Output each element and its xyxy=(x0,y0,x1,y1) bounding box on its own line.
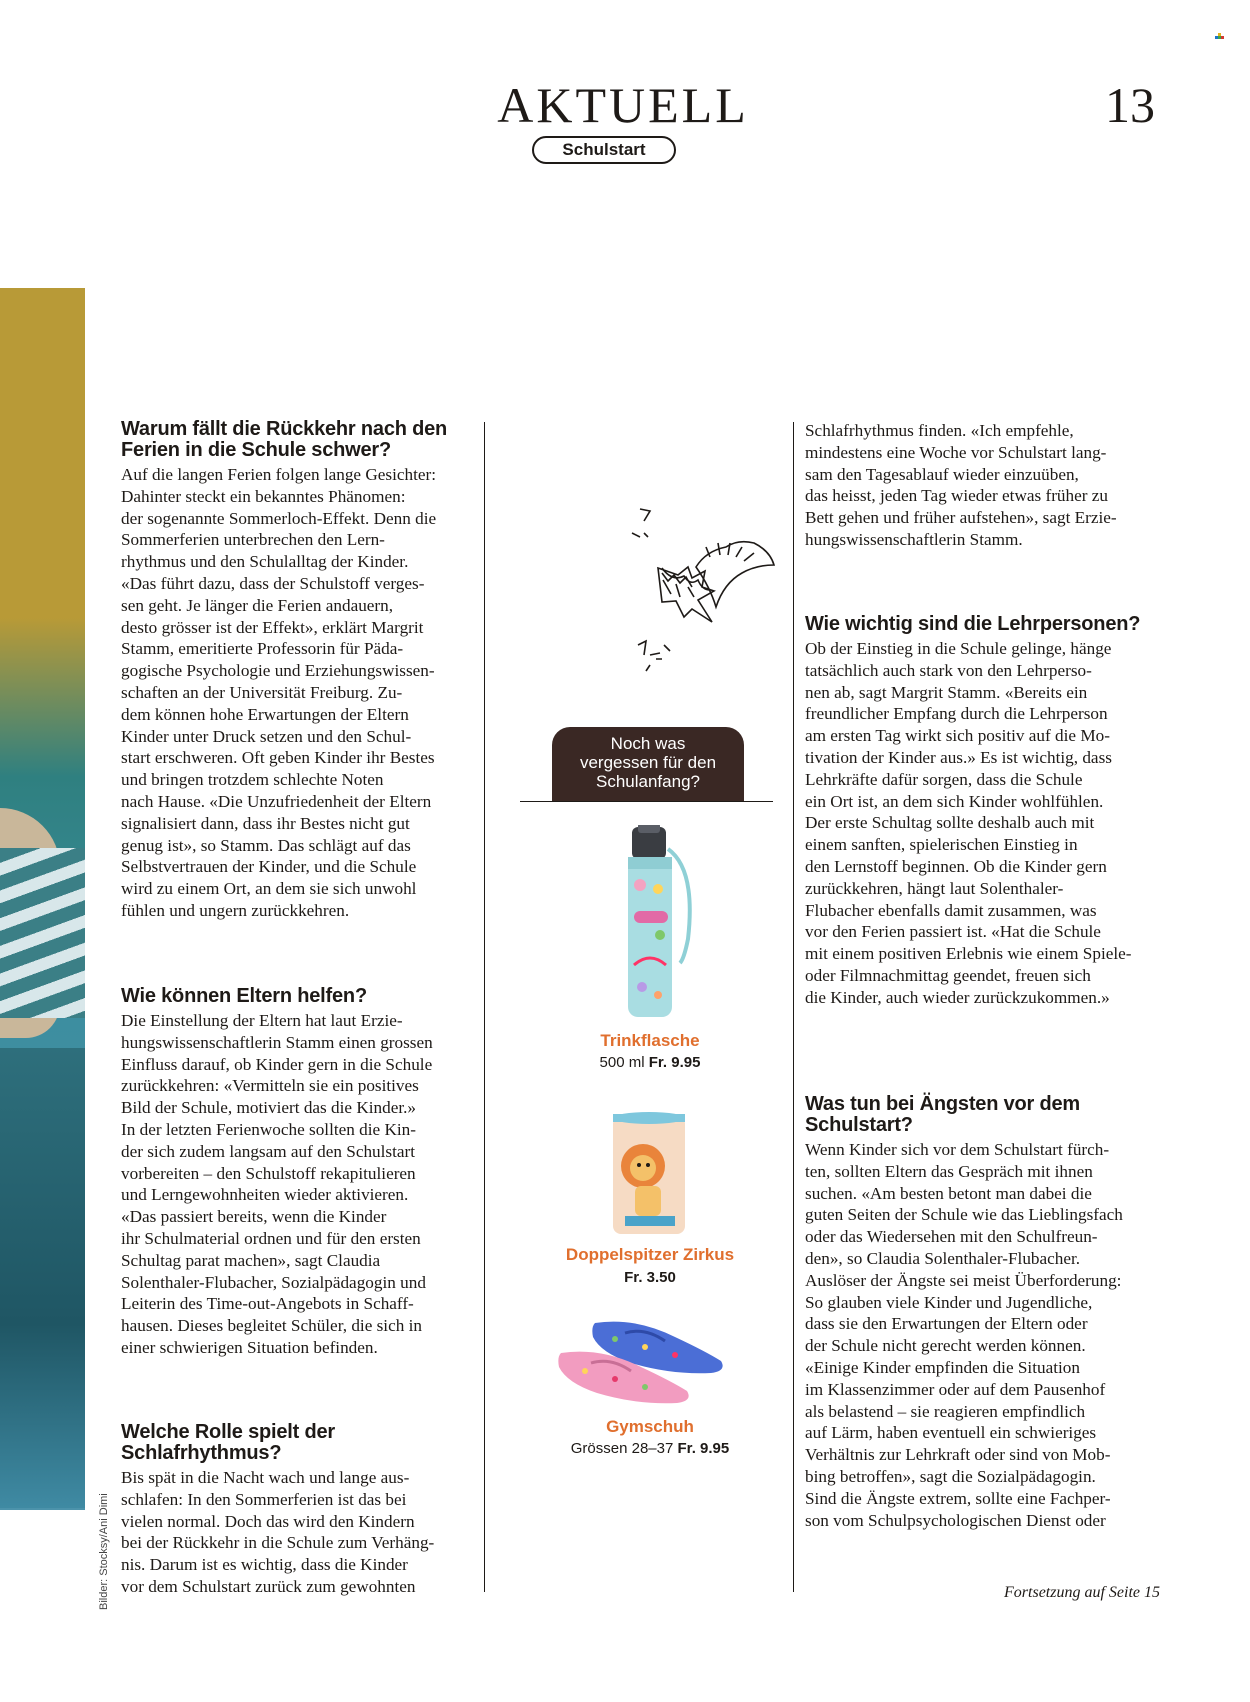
section-title: AKTUELL xyxy=(497,77,749,133)
article-column-1 xyxy=(121,419,481,922)
cover-photo xyxy=(0,288,85,1510)
answer-text: Auf die langen Ferien folgen lange Gesichter: Dahinter steckt ein bekanntes Phänomen: der sogenannte Sommerloch-Effekt. Denn die Sommerferien unterbrechen den Lern- rhythmus und den Schulalltag der Kinder. «Das führt dazu, dass der Schulstoff verges- sen geht. Je länger die Ferien andauern, desto grösser ist der Effekt», erklärt Margrit Stamm, emeritierte Professorin für Päda- gogische Psychologie und Erziehungswissen- schaften an der Universität Freiburg. Zu- dem können hohe Erwartungen der Eltern Kinder unter Druck setzen und den Schul- start erschweren. Oft geben Kinder ihr Bestes und bringen trotzdem schlechte Noten nach Hause. «Die Unzufriedenheit der Eltern signalisiert dann, dass ihr Bestes nicht gut genug ist», so Stamm. Das schlägt auf das Selbstvertrauen der Kinder, und die Schule wird zu einem Ort, an dem sie sich unwohl fühlen und ungern zurückkehren. xyxy=(121,465,437,920)
product-name: Gymschuh xyxy=(606,1417,694,1436)
article-column-3c xyxy=(805,1094,1175,1531)
question-heading: Warum fällt die Rückkehr nach den Ferien in die Schule schwer? xyxy=(121,418,448,461)
pencil-shavings-illustration xyxy=(580,505,780,675)
water-bottle-image xyxy=(610,825,700,1025)
answer-text: Wenn Kinder sich vor dem Schulstart fürch- ten, sollten Eltern das Gespräch mit ihnen suchen. «Am besten betont man dabei die guten Seiten der Schule wie das Lieblingsfach oder das Wiedersehen mit den Schulfreun- den», so Claudia Solenthaler-Flubacher. Auslöser der Ängste sei meist Überforderung: So glauben viele Kinder und Jugendliche, dass sie den Erwartungen der Eltern oder der Schule nicht gerecht werden können. «Einige Kinder empfinden die Situation im Klassenzimmer oder auf dem Pausenhof als belastend – sie reagieren empfindlich auf Lärm, haben eventuell ein schwieriges Verhältnis zur Lehrkraft oder sind von Mob- bing betroffen», sagt die Sozialpädagogin. Sind die Ängste extrem, sollte eine Fachper- son vom Schulpsychologischen Dienst oder xyxy=(805,1140,1123,1530)
continuation-note[interactable]: Fortsetzung auf Seite 15 xyxy=(1004,1584,1160,1601)
article-column-3 xyxy=(805,420,1175,551)
qa-block-fears xyxy=(805,1094,1175,1531)
photo-credit: Bilder: Stocksy/Ani Dimi xyxy=(98,1493,110,1610)
column-rule xyxy=(793,422,794,1592)
article-column-1b xyxy=(121,986,481,1359)
topic-tag: Schulstart xyxy=(532,136,676,164)
color-marks-icon xyxy=(1215,33,1225,43)
question-heading: Wie können Eltern helfen? xyxy=(121,985,367,1007)
qa-block-parents xyxy=(121,986,481,1359)
promo-header: Noch was vergessen für den Schulanfang? xyxy=(552,727,744,801)
article-column-1c xyxy=(121,1422,481,1598)
article-column-3b xyxy=(805,614,1175,1009)
answer-text: Bis spät in die Nacht wach und lange aus- schlafen: In den Sommerferien ist das bei vielen normal. Doch das wird den Kindern bei der Rückkehr in die Schule zum Verhäng- nis. Darum ist es wichtig, dass die Kinder vor dem Schulstart zurück zum gewohnten xyxy=(121,1468,435,1596)
answer-text: Die Einstellung der Eltern hat laut Erzie- hungswissenschaftlerin Stamm einen grossen Einfluss darauf, ob Kinder gern in die Schule zurückkehren: «Vermitteln sie ein positives Bild der Schule, motiviert das die Kinder.» In der letzten Ferienwoche sollten die Kin- der sich zudem langsam auf den Schulstart vorbereiten – den Schulstoff rekapitulieren und Lerngewohnheiten wieder aktivieren. «Das passiert bereits, wenn die Kinder ihr Schulmaterial ordnen und für den ersten Schultag parat machen», sagt Claudia Solenthaler-Flubacher, Sozialpädagogin und Leiterin des Time-out-Angebots in Schaff- hausen. Dieses begleitet Schüler, die sich in einer schwierigen Situation befinden. xyxy=(121,1011,433,1357)
qa-block-teachers xyxy=(805,614,1175,1009)
product-price: 500 ml Fr. 9.95 xyxy=(599,1054,701,1071)
answer-text: Ob der Einstieg in die Schule gelinge, hänge tatsächlich auch stark von den Lehrperso- nen ab, sagt Margrit Stamm. «Bereits ein freundlicher Empfang durch die Lehrperson am ersten Tag wirkt sich positiv auf die Mo- tivation der Kinder aus.» Es ist wichtig, dass Lehrkräfte dafür sorgen, dass die Schule ein Ort ist, an dem sich Kinder wohlfühlen. Der erste Schultag sollte deshalb auch mit einem sanften, spielerischen Einstieg in den Lernstoff beginnen. Ob die Kinder gern zurückkehren, hängt laut Solenthaler- Flubacher ebenfalls damit zusammen, was vor den Ferien passiert ist. «Hat die Schule mit einem positiven Erlebnis wie einem Spiele- oder Filmnachmittag geendet, freuen sich die Kinder, auch wieder zurückzukommen.» xyxy=(805,639,1132,1007)
question-heading: Was tun bei Ängsten vor dem Schulstart? xyxy=(805,1093,1081,1136)
column-rule xyxy=(484,422,485,1592)
qa-block-return xyxy=(121,419,481,922)
page-number: 13 xyxy=(1105,77,1155,133)
product-name: Doppelspitzer Zirkus xyxy=(565,1245,735,1264)
question-heading: Welche Rolle spielt der Schlafrhythmus? xyxy=(121,1421,335,1464)
answer-text: Schlafrhythmus finden. «Ich empfehle, mindestens eine Woche vor Schulstart lang- sam den Tagesablauf wieder einzuüben, das heisst, jeden Tag wieder etwas früher zu Bett gehen und früher aufstehen», sagt Erzie- hungswissenschaftlerin Stamm. xyxy=(805,421,1117,549)
product-price: Grössen 28–37 Fr. 9.95 xyxy=(570,1440,730,1457)
question-heading: Wie wichtig sind die Lehrpersonen? xyxy=(805,613,1141,635)
qa-block-sleep xyxy=(121,1422,481,1598)
sharpener-image xyxy=(605,1110,695,1240)
product-price: Fr. 3.50 xyxy=(624,1269,676,1286)
product-name: Trinkflasche xyxy=(600,1031,700,1050)
gym-shoes-image xyxy=(555,1315,730,1410)
promo-rule xyxy=(520,801,773,802)
